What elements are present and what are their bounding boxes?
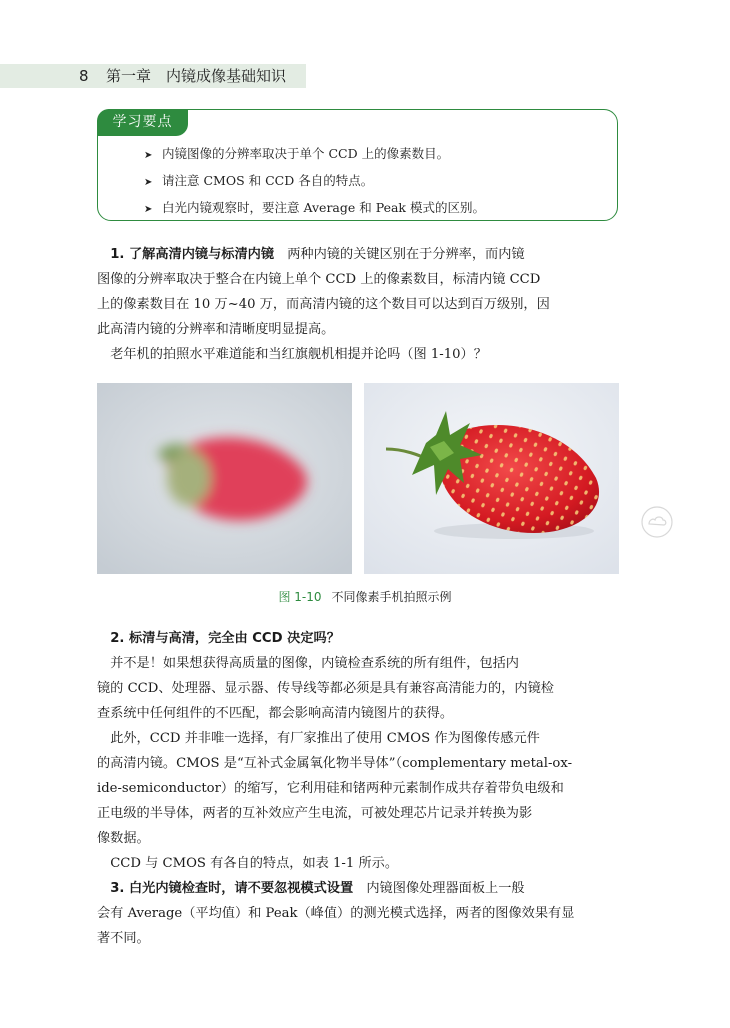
figure-caption: 图 1-10 不同像素手机拍照示例 — [278, 590, 452, 604]
section1-heading: 1. 了解高清内镜与标清内镜 — [110, 247, 275, 262]
arrow-bullet-icon: ➤ — [144, 150, 153, 161]
arrow-bullet-icon: ➤ — [144, 177, 153, 188]
key-point-item: ➤ 内镜图像的分辨率取决于单个 CCD 上的像素数目。 — [144, 141, 485, 168]
low-resolution-strawberry-photo — [97, 383, 352, 574]
section3-line: 著不同。 — [97, 931, 150, 946]
arrow-bullet-icon: ➤ — [144, 204, 153, 215]
section2-line: 并不是！如果想获得高质量的图像，内镜检查系统的所有组件，包括内 — [110, 656, 519, 671]
section1-line: 老年机的拍照水平难道能和当红旗舰机相提并论吗（图 1-10）？ — [110, 347, 487, 362]
key-points-list — [144, 141, 485, 222]
section2-line: 正电级的半导体，两者的互补效应产生电流，可被处理芯片记录并转换为影 — [97, 806, 533, 821]
section3-heading: 3. 白光内镜检查时，请不要忽视模式设置 — [110, 881, 354, 896]
section3-line: 3. 白光内镜检查时，请不要忽视模式设置 内镜图像处理器面板上一般 — [110, 881, 525, 896]
section3-line: 会有 Average（平均值）和 Peak（峰值）的测光模式选择，两者的图像效果有显 — [97, 906, 575, 921]
section2-line: 的高清内镜。CMOS 是“互补式金属氧化物半导体”（complementary metal-ox- — [97, 756, 573, 771]
section2-line: 像数据。 — [97, 831, 150, 846]
high-resolution-strawberry-photo — [364, 383, 619, 574]
figure-number: 图 1-10 — [278, 590, 322, 604]
section2-heading-line — [97, 626, 621, 651]
section2-heading: 2. 标清与高清，完全由 CCD 决定吗？ — [110, 631, 340, 646]
section1-line: 上的像素数目在 10 万~40 万，而高清内镜的这个数目可以达到百万级别，因 — [97, 297, 550, 312]
decorative-cloud-icon — [640, 505, 674, 539]
section1-line: 此高清内镜的分辨率和清晰度明显提高。 — [97, 322, 335, 337]
section2-line: 镜的 CCD、处理器、显示器、传导线等都必须是具有兼容高清能力的，内镜检 — [97, 681, 554, 696]
section1-line: 1. 了解高清内镜与标清内镜 两种内镜的关键区别在于分辨率，而内镜 — [110, 247, 525, 262]
page-number: 8 — [79, 67, 89, 85]
section2-line: ide-semiconductor）的缩写，它利用硅和锗两种元素制作成共存着带负电级和 — [97, 781, 564, 796]
chapter-title: 第一章 内镜成像基础知识 — [106, 67, 287, 85]
key-points-title: 学习要点 — [112, 114, 173, 130]
key-point-item: ➤ 请注意 CMOS 和 CCD 各自的特点。 — [144, 168, 485, 195]
section2-line: CCD 与 CMOS 有各自的特点，如表 1-1 所示。 — [110, 856, 399, 871]
section2-line: 此外，CCD 并非唯一选择，有厂家推出了使用 CMOS 作为图像传感元件 — [110, 731, 540, 746]
key-points-tab — [97, 109, 188, 136]
key-point-item: ➤ 白光内镜观察时，要注意 Average 和 Peak 模式的区别。 — [144, 195, 485, 222]
section2-line: 查系统中任何组件的不匹配，都会影响高清内镜图片的获得。 — [97, 706, 454, 721]
section1-line: 图像的分辨率取决于整合在内镜上单个 CCD 上的像素数目，标清内镜 CCD — [97, 272, 541, 287]
